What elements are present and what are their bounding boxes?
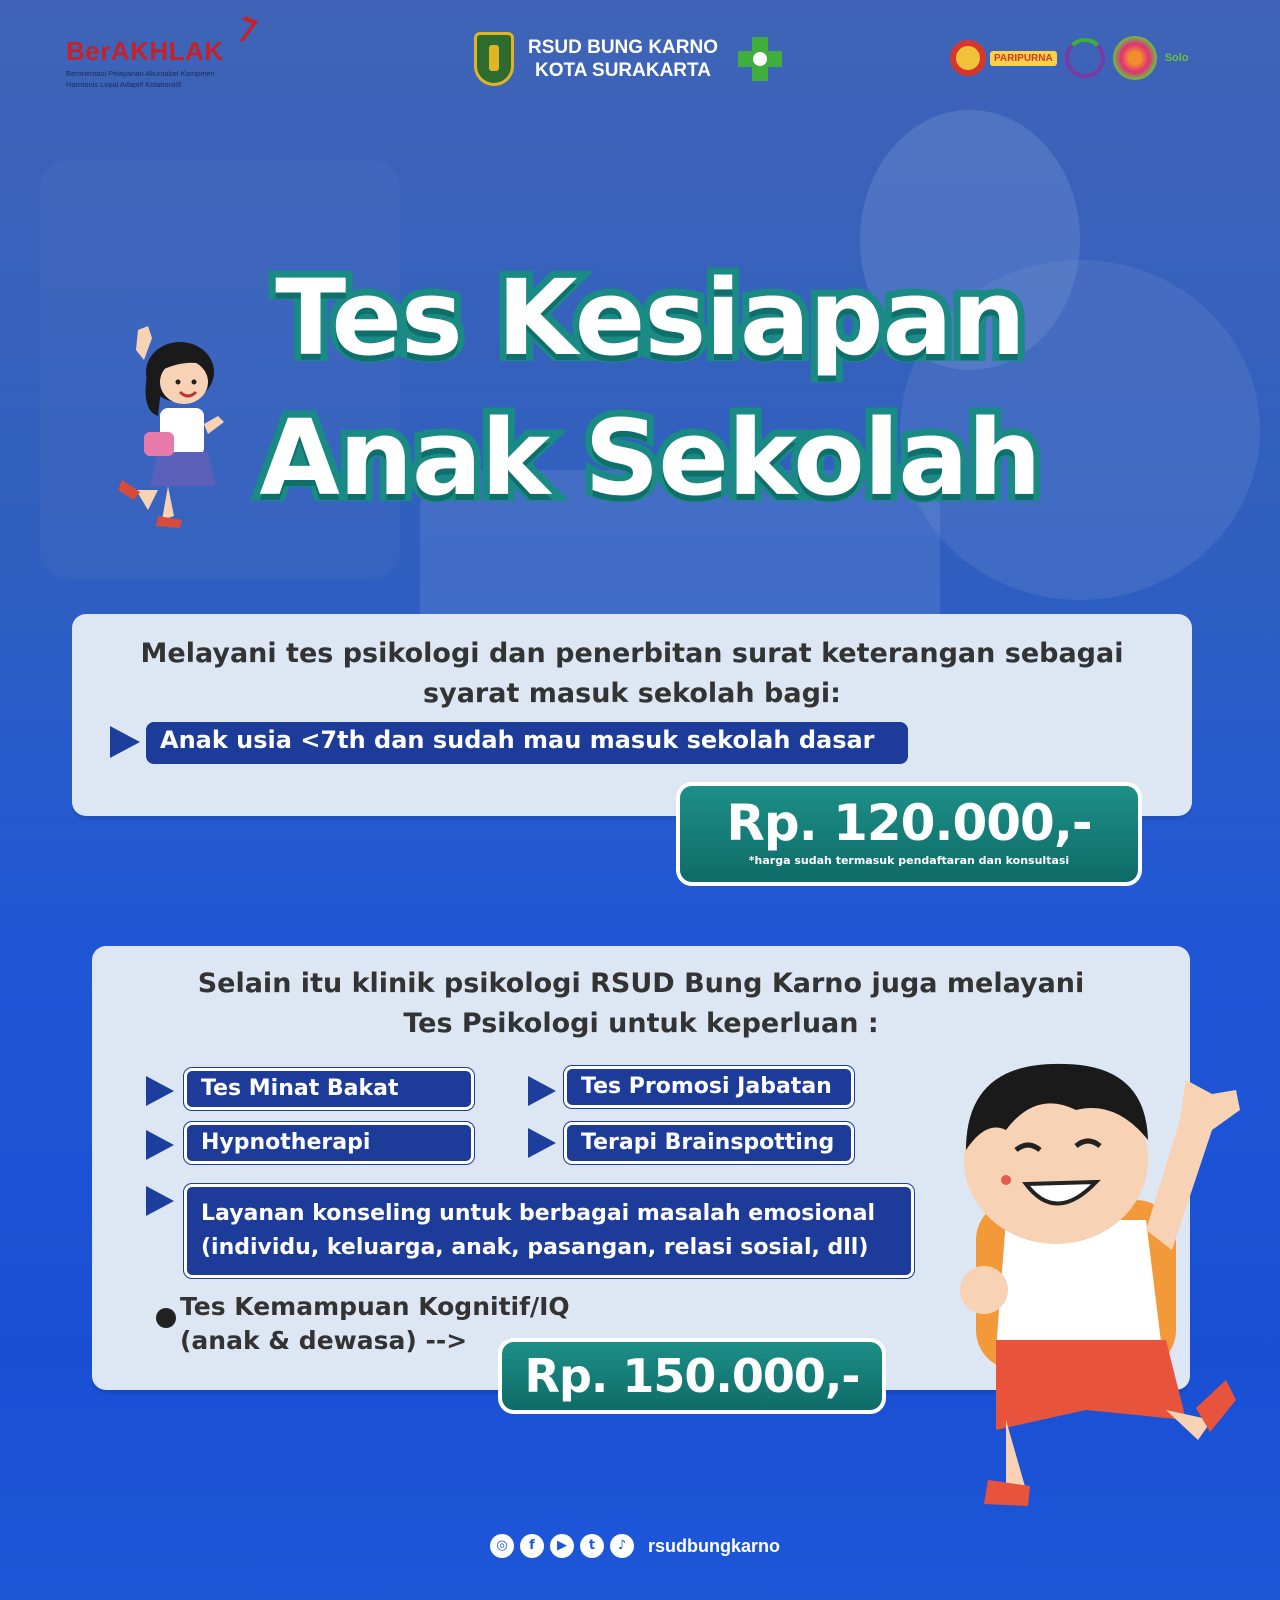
service-counseling — [184, 1184, 914, 1278]
hospital-name-line-2: KOTA SURAKARTA — [535, 60, 711, 81]
play-arrow-icon — [146, 1076, 174, 1106]
hospital-name-line-1: RSUD BUNG KARNO — [528, 37, 718, 58]
facebook-icon[interactable]: f — [520, 1534, 544, 1558]
play-arrow-icon — [528, 1076, 556, 1106]
service-tes-minat-bakat: Tes Minat Bakat — [184, 1068, 474, 1110]
play-arrow-icon — [110, 726, 140, 758]
hospital-name — [528, 36, 718, 82]
play-arrow-icon — [528, 1128, 556, 1158]
flower-logo-icon — [1113, 36, 1157, 80]
iq-test-line-2: (anak & dewasa) --> — [180, 1326, 468, 1355]
other-services-lead — [92, 964, 1190, 1044]
instagram-icon[interactable]: ◎ — [490, 1534, 514, 1558]
youtube-icon[interactable]: ▶ — [550, 1534, 574, 1558]
service-counseling-line-1: Layanan konseling untuk berbagai masalah emosional — [201, 1201, 876, 1226]
berakhlak-logo — [66, 36, 266, 89]
iq-test-line-1: Tes Kemampuan Kognitif/IQ — [180, 1292, 570, 1321]
school-readiness-lead-2: syarat masuk sekolah bagi: — [423, 678, 841, 709]
price-badge-150000 — [498, 1338, 886, 1414]
bullet-dot-icon — [156, 1308, 176, 1328]
hospital-logo — [474, 32, 782, 86]
title-line-2: Anak Sekolah — [259, 397, 1041, 519]
girl-illustration — [118, 320, 228, 530]
boy-illustration — [936, 1050, 1256, 1510]
page-title — [150, 248, 1150, 528]
service-terapi-brainspotting: Terapi Brainspotting — [564, 1122, 854, 1164]
kota-solo-label: Solo — [1164, 52, 1189, 64]
other-services-lead-1: Selain itu klinik psikologi RSUD Bung Karno juga melayani — [197, 968, 1085, 999]
berakhlak-sub-1: Berorientasi Pelayanan Akuntabel Kompeten — [66, 69, 215, 78]
price-badge-120000 — [676, 782, 1142, 886]
service-counseling-line-2: (individu, keluarga, anak, pasangan, relasi sosial, dll) — [201, 1235, 869, 1260]
swirl-logo-icon — [1065, 38, 1105, 78]
tiktok-icon[interactable]: ♪ — [610, 1534, 634, 1558]
price-amount: Rp. 120.000,- — [726, 794, 1092, 852]
twitter-icon[interactable]: t — [580, 1534, 604, 1558]
age-requirement-pill: Anak usia <7th dan sudah mau masuk sekolah dasar — [146, 722, 908, 764]
social-footer — [490, 1534, 780, 1558]
play-arrow-icon — [146, 1130, 174, 1160]
price-amount: Rp. 150.000,- — [524, 1349, 860, 1403]
berakhlak-sub-2: Harmonis Loyal Adaptif Kolaboratif — [66, 80, 182, 89]
accreditation-logos — [950, 36, 1189, 80]
school-readiness-lead — [72, 634, 1192, 714]
service-hypnotherapi: Hypnotherapi — [184, 1122, 474, 1164]
price-note: *harga sudah termasuk pendaftaran dan konsultasi — [748, 854, 1070, 867]
school-readiness-lead-1: Melayani tes psikologi dan penerbitan surat keterangan sebagai — [140, 638, 1124, 669]
other-services-lead-2: Tes Psikologi untuk keperluan : — [403, 1008, 879, 1039]
play-arrow-icon — [146, 1186, 174, 1216]
berakhlak-word: BerAKHLAK — [66, 36, 224, 66]
paripurna-label: PARIPURNA — [990, 51, 1057, 66]
service-tes-promosi-jabatan: Tes Promosi Jabatan — [564, 1066, 854, 1108]
title-line-1: Tes Kesiapan — [275, 257, 1025, 379]
paripurna-ring-icon — [950, 40, 986, 76]
surakarta-crest-icon — [474, 32, 514, 86]
social-handle[interactable]: rsudbungkarno — [648, 1535, 781, 1556]
paripurna-logo — [950, 40, 1057, 76]
green-cross-icon — [738, 37, 782, 81]
